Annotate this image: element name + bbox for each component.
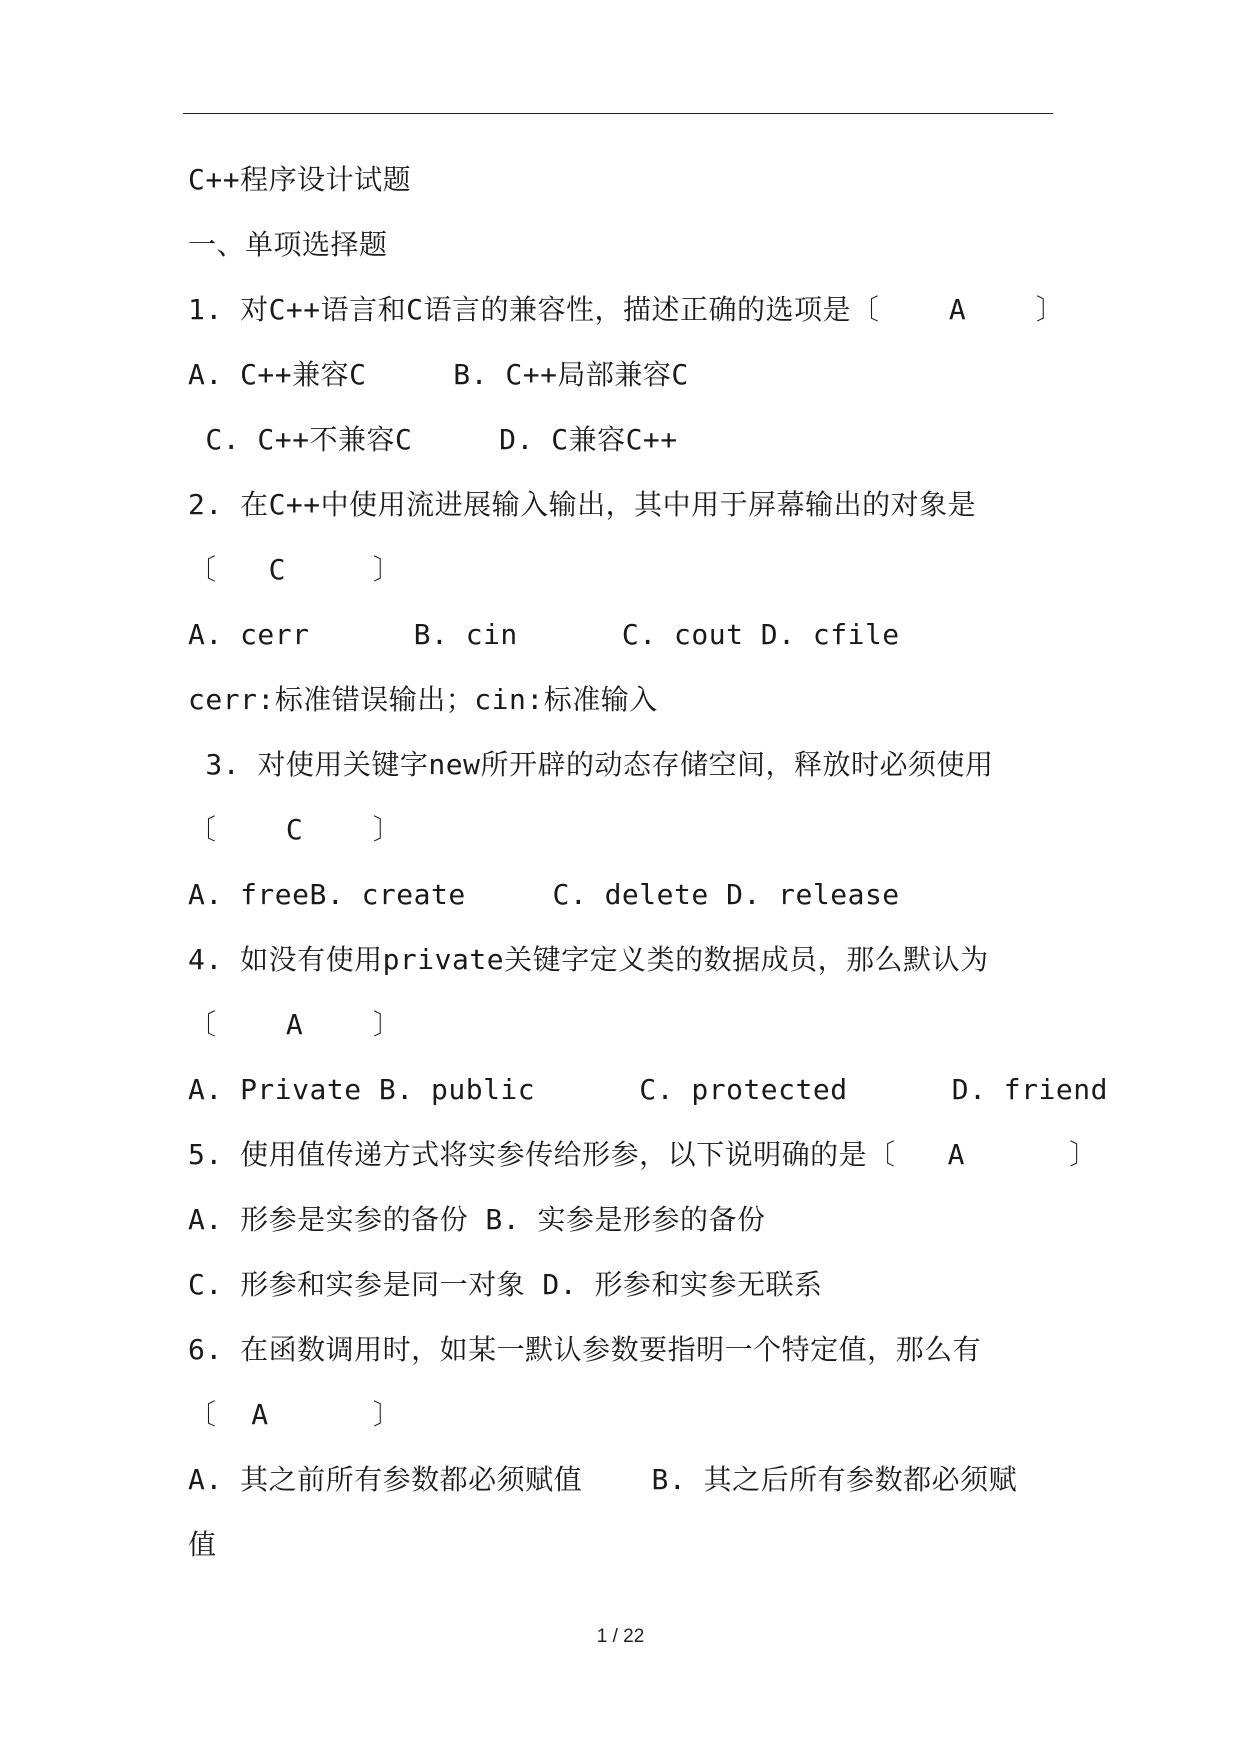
document-title: C++程序设计试题 [188, 163, 412, 196]
question-2-note: cerr:标准错误输出；cin:标准输入 [188, 683, 658, 716]
section-heading: 一、单项选择题 [188, 228, 388, 261]
question-1-options-cd: C. C++不兼容C D. C兼容C++ [188, 423, 678, 456]
question-2: 2. 在C++中使用流进展输入输出，其中用于屏幕输出的对象是 [188, 488, 977, 521]
question-6: 6. 在函数调用时，如某一默认参数要指明一个特定值，那么有 [188, 1333, 982, 1366]
question-4: 4. 如没有使用private关键字定义类的数据成员，那么默认为 [188, 943, 989, 976]
question-6-options-ab-continued: 值 [188, 1528, 217, 1561]
page-number: 1 / 22 [596, 1626, 645, 1647]
question-1-options-ab: A. C++兼容C B. C++局部兼容C [188, 358, 689, 391]
question-3: 3. 对使用关键字new所开辟的动态存储空间，释放时必须使用 [188, 748, 994, 781]
question-5: 5. 使用值传递方式将实参传给形参，以下说明确的是〔 A 〕 [188, 1138, 1098, 1171]
question-3-options: A. freeB. create C. delete D. release [188, 878, 900, 911]
question-5-options-ab: A. 形参是实参的备份 B. 实参是形参的备份 [188, 1203, 766, 1236]
question-4-options: A. Private B. public C. protected D. friend [188, 1073, 1108, 1106]
question-3-answer: 〔 C 〕 [188, 813, 402, 846]
question-5-options-cd: C. 形参和实参是同一对象 D. 形参和实参无联系 [188, 1268, 823, 1301]
question-4-answer: 〔 A 〕 [188, 1008, 402, 1041]
question-2-answer: 〔 C 〕 [188, 553, 402, 586]
question-2-options: A. cerr B. cin C. cout D. cfile [188, 618, 900, 651]
question-6-options-ab: A. 其之前所有参数都必须赋值 B. 其之后所有参数都必须赋 [188, 1463, 1018, 1496]
question-1: 1. 对C++语言和C语言的兼容性，描述正确的选项是〔 A 〕 [188, 293, 1065, 326]
question-6-answer: 〔 A 〕 [188, 1398, 402, 1431]
header-rule [183, 113, 1053, 114]
